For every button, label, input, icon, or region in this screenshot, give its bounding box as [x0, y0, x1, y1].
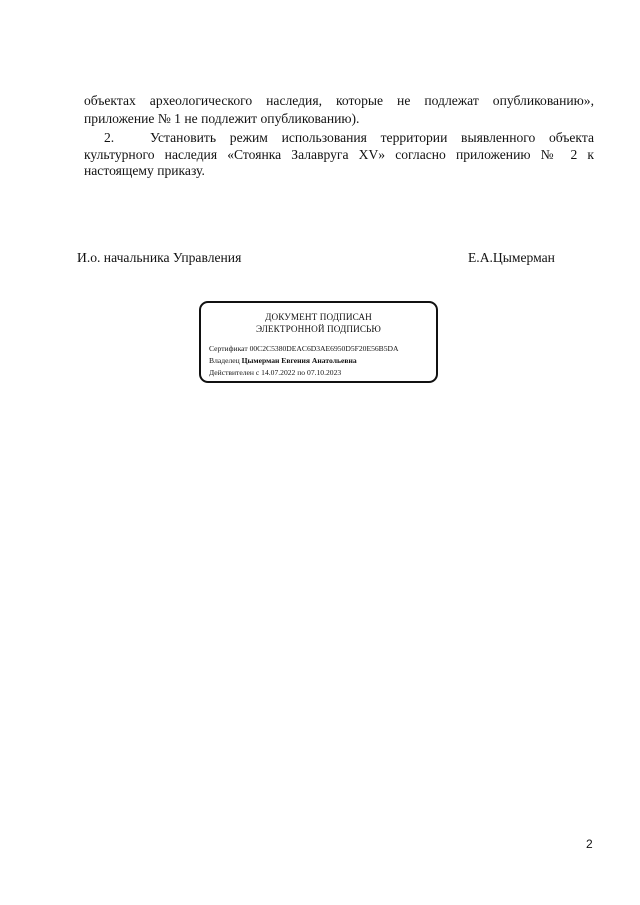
electronic-signature-stamp	[199, 301, 438, 383]
certificate-value: 00C2C5380DEAC6D3AE6950D5F20E56B5DA	[249, 344, 399, 353]
stamp-owner	[209, 356, 357, 366]
stamp-validity	[209, 368, 341, 378]
certificate-label: Сертификат	[209, 344, 248, 353]
page-number: 2	[586, 837, 593, 851]
paragraph-line: приложение № 1 не подлежит опубликованию).	[84, 111, 360, 126]
stamp-certificate	[209, 344, 399, 354]
valid-from-label: с	[255, 368, 260, 377]
signatory-name: Е.А.Цымерман	[468, 250, 555, 265]
paragraph-line: Установить режим использования территории выявленного объекта	[150, 130, 594, 145]
valid-to-label: по	[297, 368, 306, 377]
stamp-heading: ЭЛЕКТРОННОЙ ПОДПИСЬЮ	[256, 324, 381, 334]
paragraph-line: настоящему приказу.	[84, 163, 205, 178]
valid-to: 07.10.2023	[307, 368, 342, 377]
paragraph-line: культурного наследия «Стоянка Залавруга XV» согласно приложению № 2 к	[84, 147, 594, 162]
stamp-heading: ДОКУМЕНТ ПОДПИСАН	[265, 312, 372, 322]
owner-value: Цымерман Евгения Анатольевна	[241, 356, 357, 365]
paragraph-line: объектах археологического наследия, которые не подлежат опубликованию»,	[84, 93, 594, 108]
valid-from: 14.07.2022	[261, 368, 296, 377]
valid-label: Действителен	[209, 368, 254, 377]
owner-label: Владелец	[209, 356, 240, 365]
signatory-position: И.о. начальника Управления	[77, 250, 242, 265]
item-number: 2.	[104, 130, 115, 145]
